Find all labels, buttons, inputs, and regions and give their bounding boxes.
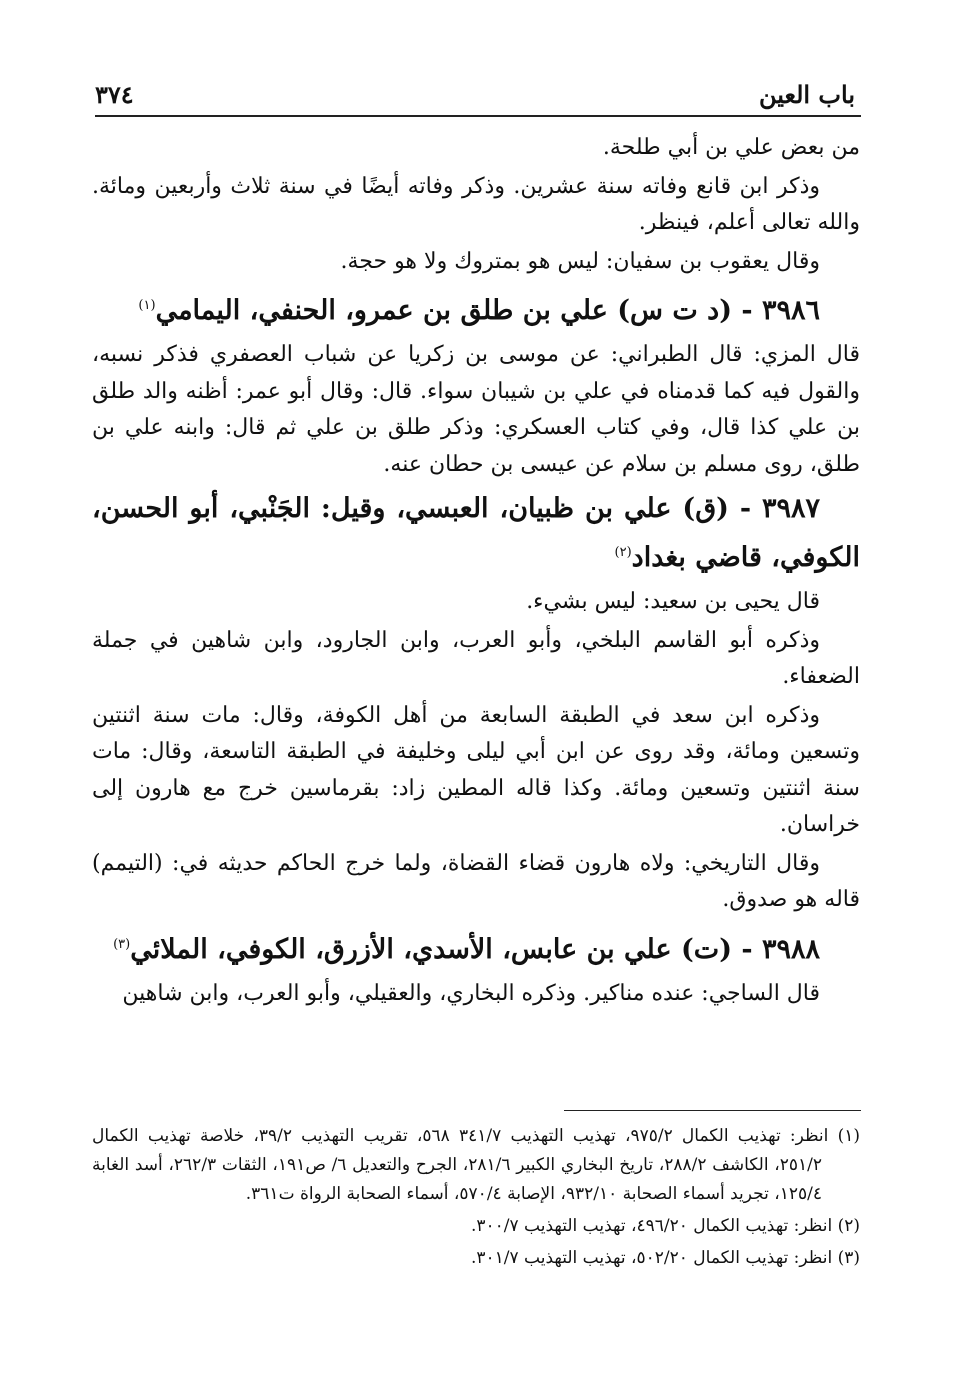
main-text [92, 130, 860, 1014]
footnote-marker: (١) [138, 298, 156, 313]
entry-heading-text: ٣٩٨٧ - (ق) علي بن ظبيان، العبسي، وقيل: الجَنْبي، أبو الحسن، الكوفي، قاضي بغداد [92, 493, 860, 573]
entry-heading [92, 487, 860, 580]
paragraph: وذكره أبو القاسم البلخي، وأبو العرب، وابن الجارود، وابن شاهين في جملة الضعفاء. [92, 627, 860, 689]
footnote: (١) انظر: تهذيب الكمال ٩٧٥/٢، تهذيب التهذيب ٣٤١/٧ ٥٦٨، تقريب التهذيب ٣٩/٢، خلاصة تهذيب الكمال ٢٥١/٢، الكاشف ٢٨٨/٢، تاريخ البخاري الكبير ٢٨١/٦، الجرح والتعديل ٦/ ص١٩١، الثقات ٢٦٢/٣، أسد الغابة ١٢٥/٤، تجريد أسماء الصحابة ٩٣٢/١٠، الإصابة ٥٧٠/٤، أسماء الصحابة الرواة ت٣٦١. [92, 1126, 860, 1204]
footnote: (٣) انظر: تهذيب الكمال ٥٠٢/٢٠، تهذيب التهذيب ٣٠١/٧. [470, 1248, 860, 1268]
paragraph: وقال يعقوب بن سفيان: ليس هو بمتروك ولا هو حجة. [340, 248, 820, 274]
chapter-title: باب العين [758, 80, 855, 109]
entry-heading [92, 923, 860, 972]
paragraph: وقال التاريخي: ولاه هارون قضاء القضاة، ولما خرج الحاكم حديثه في: (التيمم) قاله هو صدوق. [92, 850, 860, 912]
paragraph: وذكره ابن سعد في الطبقة السابعة من أهل الكوفة، وقال: مات سنة اثنتين وتسعين ومائة، وقد روى عن ابن أبي ليلى وخليفة في الطبقة التاسعة، وقال: مات سنة اثنتين وتسعين ومائة. وكذا قاله المطين زاد: بقرماسين خرج مع هارون إلى خراسان. [92, 702, 860, 837]
footnote-rule [564, 1110, 861, 1111]
footnote-marker: (٢) [614, 545, 632, 560]
header-rule [95, 115, 861, 117]
entry-heading-text: ٣٩٨٦ - (د ت س) علي بن طلق بن عمرو، الحنفي، اليمامي [155, 295, 820, 326]
footnote-marker: (٣) [113, 936, 131, 952]
entry-heading [92, 284, 860, 333]
entry-heading-text: ٣٩٨٨ - (ت) علي بن عابس، الأسدي، الأزرق، الكوفي، الملائي [130, 933, 820, 965]
paragraph: قال يحيى بن سعيد: ليس بشيء. [526, 589, 820, 614]
paragraph: وذكر ابن قانع وفاته سنة عشرين. وذكر وفاته أيضًا في سنة ثلاث وأربعين ومائة. والله تعالى أعلم، فينظر. [92, 173, 860, 235]
footnote: (٢) انظر: تهذيب الكمال ٤٩٦/٢٠، تهذيب التهذيب ٣٠٠/٧. [470, 1216, 860, 1236]
paragraph: قال المزي: قال الطبراني: عن موسى بن زكريا عن شباب العصفري فذكر نسبه، والقول فيه كما قدمناه في علي بن شيبان سواء. قال: وقال أبو عمر: أظنه والد طلق بن علي كذا قال، وفي كتاب العسكري: وذكر طلق بن علي ثم قال: وابنه علي بن طلق، روى مسلم بن سلام عن عيسى بن حطان عنه. [92, 342, 860, 477]
page-number: ٣٧٤ [95, 80, 134, 109]
footnotes [92, 1122, 860, 1276]
paragraph: من بعض علي بن أبي طلحة. [602, 135, 860, 160]
paragraph: قال الساجي: عنده مناكير. وذكره البخاري، والعقيلي، وأبو العرب، وابن شاهين [122, 980, 820, 1006]
